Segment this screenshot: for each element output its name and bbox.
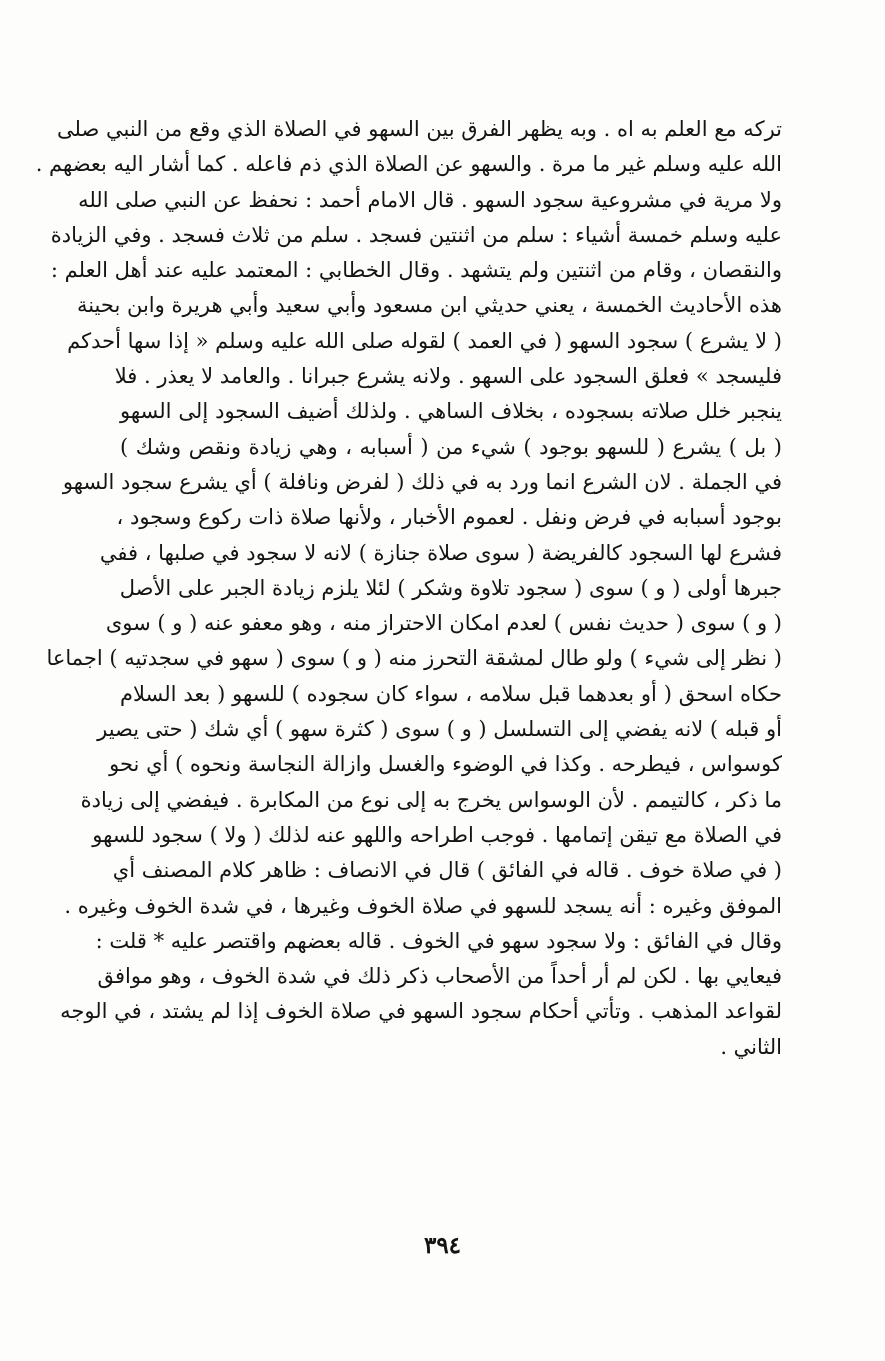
text-line: وقال في الفائق : ولا سجود سهو في الخوف . قاله بعضهم واقتصر عليه * قلت : [95,928,782,953]
body-text [35,112,782,1065]
text-line: تركه مع العلم به اه . وبه يظهر الفرق بين السهو في الصلاة الذي وقع من النبي صلى [57,117,782,141]
text-line: الموفق وغيره : أنه يسجد للسهو في صلاة الخوف وغيرها ، في شدة الخوف وغيره . [64,893,782,918]
text-line: ما ذكر ، كالتيمم . لأن الوسواس يخرج به إلى نوع من المكابرة . فيفضي إلى زيادة [80,787,782,812]
text-line: أو قبله ) لانه يفضي إلى التسلسل ( و ) سوى ( كثرة سهو ) أي شك ( حتى يصير [97,717,782,742]
text-line: بوجود أسبابه في فرض ونفل . لعموم الأخبار ، ولأنها صلاة ذات ركوع وسجود ، [116,505,782,530]
text-line: كوسواس ، فيطرحه . وكذا في الوضوء والغسل وازالة النجاسة ونحوه ) أي نحو [109,752,782,777]
text-line: فيعايي بها . لكن لم أر أحداً من الأصحاب ذكر ذلك في شدة الخوف ، وهو موافق [97,964,782,989]
text-line: ينجبر خلل صلاته بسجوده ، بخلاف الساهي . ولذلك أضيف السجود إلى السهو [120,399,782,424]
text-line: ( و ) سوى ( حديث نفس ) لعدم امكان الاحتراز منه ، وهو معفو عنه ( و ) سوى [105,611,782,636]
text-line: في الجملة . لان الشرع انما ورد به في ذلك ( لفرض ونافلة ) أي يشرع سجود السهو [62,469,782,494]
text-line: هذه الأحاديث الخمسة ، يعني حديثي ابن مسعود وأبي سعيد وأبي هريرة وابن بحينة [76,293,782,318]
text-line: والنقصان ، وقام من اثنتين ولم يتشهد . وقال الخطابي : المعتمد عليه عند أهل العلم : [50,258,782,283]
text-line: ( لا يشرع ) سجود السهو ( في العمد ) لقوله صلى الله عليه وسلم « إذا سها أحدكم [67,328,782,353]
text-line: جبرها أولى ( و ) سوى ( سجود تلاوة وشكر ) لئلا يلزم زيادة الجبر على الأصل [119,575,782,600]
text-line: ولا مرية في مشروعية سجود السهو . قال الامام أحمد : نحفظ عن النبي صلى الله [78,187,782,212]
text-line: فليسجد » فعلق السجود على السهو . ولانه يشرع جبرانا . والعامد لا يعذر . فلا [114,364,782,389]
text-line: ( نظر إلى شيء ) ولو طال لمشقة التحرز منه ( و ) سوى ( سهو في سجدتيه ) اجماعا [46,646,782,671]
page-number: ٣٩٤ [423,1232,462,1259]
text-line: ( بل ) يشرع ( للسهو بوجود ) شيء من ( أسبابه ، وهي زيادة ونقص وشك ) [120,434,782,459]
text-line: عليه وسلم خمسة أشياء : سلم من اثنتين فسجد . سلم من ثلاث فسجد . وفي الزيادة [50,222,782,247]
text-line: الله عليه وسلم غير ما مرة . والسهو عن الصلاة الذي ذم فاعله . كما أشار اليه بعضهم . [35,152,782,177]
text-line: حكاه اسحق ( أو بعدهما قبل سلامه ، سواء كان سجوده ) للسهو ( بعد السلام [120,681,782,706]
text-line: في الصلاة مع تيقن إتمامها . فوجب اطراحه واللهو عنه لذلك ( ولا ) سجود للسهو [92,822,782,847]
text-line: لقواعد المذهب . وتأتي أحكام سجود السهو في صلاة الخوف إذا لم يشتد ، في الوجه [60,999,782,1024]
text-line: فشرع لها السجود كالفريضة ( سوى صلاة جنازة ) لانه لا سجود في صلبها ، ففي [99,540,782,565]
text-line: الثاني . [720,1034,782,1059]
text-line: ( في صلاة خوف . قاله في الفائق ) قال في الانصاف : ظاهر كلام المصنف أي [112,858,782,883]
